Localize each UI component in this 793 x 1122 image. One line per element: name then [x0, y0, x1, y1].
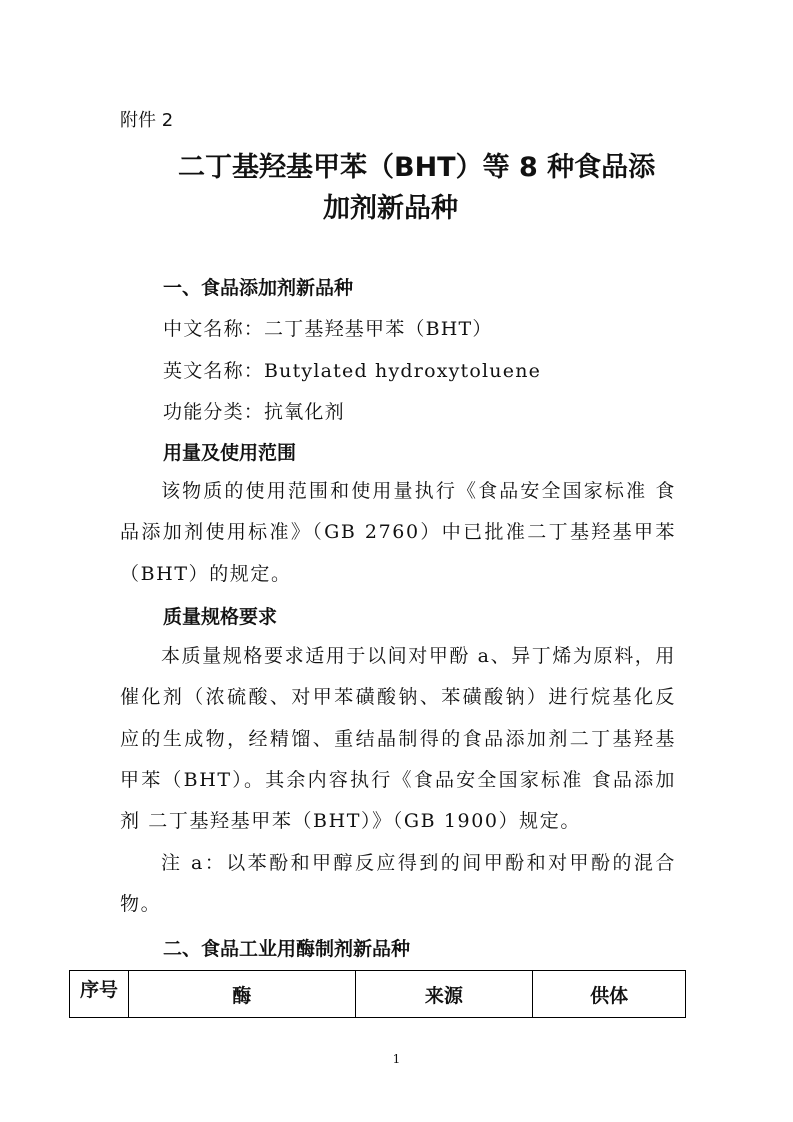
document-title-line1: 二丁基羟基甲苯（BHT）等 8 种食品添: [178, 152, 656, 183]
note-paragraph: 注 a：以苯酚和甲醇反应得到的间甲酚和对甲酚的混合物。: [120, 852, 676, 916]
page-number: 1: [392, 1052, 401, 1066]
english-name: 英文名称：Butylated hydroxytoluene: [163, 360, 542, 382]
header-source: 来源: [355, 971, 533, 1018]
header-donor: 供体: [533, 971, 686, 1018]
attachment-label: 附件 2: [120, 110, 174, 131]
chinese-name: 中文名称：二丁基羟基甲苯（BHT）: [163, 318, 493, 340]
document-title-line2: 加剂新品种: [323, 193, 458, 224]
usage-paragraph: 该物质的使用范围和使用量执行《食品安全国家标准 食品添加剂使用标准》（GB 2760）中已批准二丁基羟基甲苯（BHT）的规定。: [120, 480, 676, 585]
usage-heading: 用量及使用范围: [163, 442, 297, 464]
header-serial: 序号: [70, 971, 129, 1018]
quality-paragraph: 本质量规格要求适用于以间对甲酚 a、异丁烯为原料，用催化剂（浓硫酸、对甲苯磺酸钠、苯磺酸钠）进行烷基化反应的生成物，经精馏、重结晶制得的食品添加剂二丁基羟基甲苯（BHT）。其余内容执行《食品安全国家标准 食品添加剂 二丁基羟基甲苯（BHT）》（GB 1900）规定。: [120, 645, 676, 833]
header-enzyme: 酶: [128, 971, 355, 1018]
function-class: 功能分类：抗氧化剂: [163, 401, 345, 423]
enzyme-table: [69, 970, 686, 1018]
table-header-row: [70, 971, 686, 1018]
section2-heading: 二、食品工业用酶制剂新品种: [163, 938, 411, 960]
quality-heading: 质量规格要求: [163, 606, 278, 628]
section1-heading: 一、食品添加剂新品种: [163, 277, 354, 299]
